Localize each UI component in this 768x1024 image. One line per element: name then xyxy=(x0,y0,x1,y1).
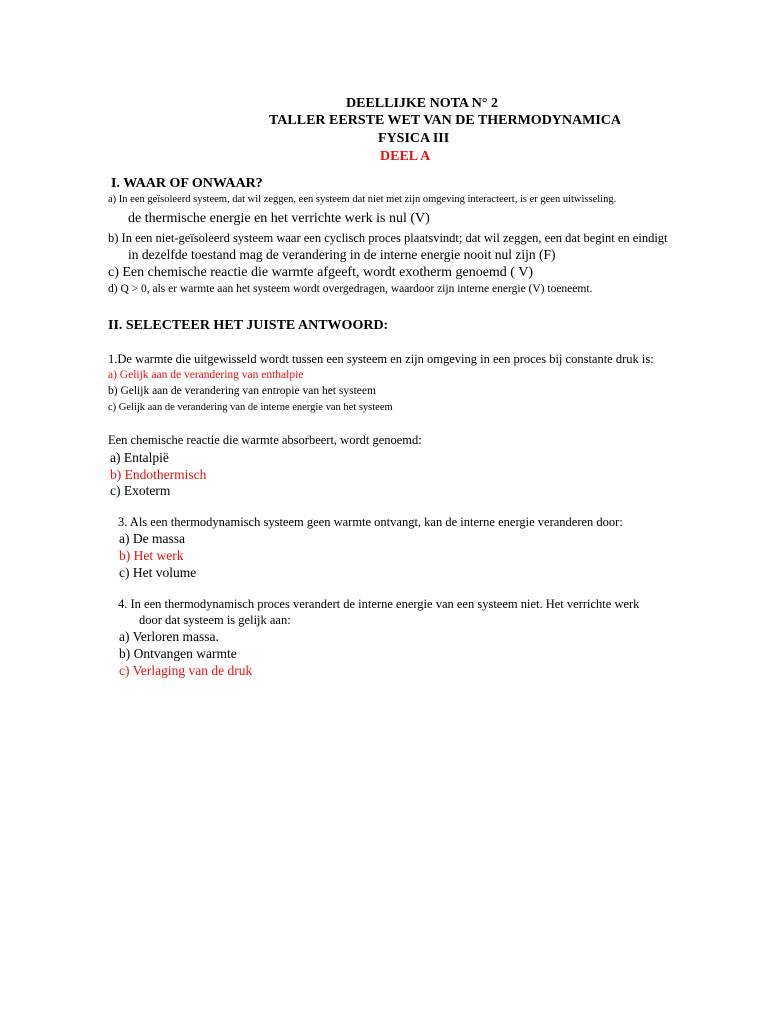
q1-option-b: b) Gelijk aan de verandering van entropie van het systeem xyxy=(108,385,376,397)
q3-option-c: c) Het volume xyxy=(119,565,197,580)
doc-title-line2: TALLER EERSTE WET VAN DE THERMODYNAMICA xyxy=(269,113,622,128)
q4-option-a: a) Verloren massa. xyxy=(119,629,219,644)
section1-title: I. WAAR OF ONWAAR? xyxy=(111,176,263,191)
doc-title-part: DEEL A xyxy=(380,149,431,164)
doc-title-line1: DEELLIJKE NOTA N° 2 xyxy=(346,96,498,111)
q4-option-c: c) Verlaging van de druk xyxy=(119,663,253,678)
statement-c: c) Een chemische reactie die warmte afgeeft, wordt exotherm genoemd ( V) xyxy=(108,265,533,280)
statement-b-line2: in dezelfde toestand mag de verandering in de interne energie nooit nul zijn (F) xyxy=(128,247,556,262)
doc-title-line3: FYSICA III xyxy=(378,131,450,146)
q1-question: 1.De warmte die uitgewisseld wordt tussen een systeem en zijn omgeving in een proces bij constante druk is: xyxy=(108,352,654,366)
q2-option-c: c) Exoterm xyxy=(110,483,171,498)
statement-a-line1: a) In een geïsoleerd systeem, dat wil zeggen, een systeem dat niet met zijn omgeving interacteert, is er geen uitwisseling. xyxy=(108,194,617,205)
statement-d: d) Q > 0, als er warmte aan het systeem wordt overgedragen, waardoor zijn interne energie (V) toeneemt. xyxy=(108,283,593,295)
q2-option-b: b) Endothermisch xyxy=(110,467,207,482)
section2-title: II. SELECTEER HET JUISTE ANTWOORD: xyxy=(108,318,389,333)
q3-option-b: b) Het werk xyxy=(119,548,184,563)
q4-option-b: b) Ontvangen warmte xyxy=(119,646,237,661)
q3-option-a: a) De massa xyxy=(119,531,185,546)
q4-question-line1: 4. In een thermodynamisch proces verandert de interne energie van een systeem niet. Het verrichte werk xyxy=(118,597,640,611)
q1-option-c: c) Gelijk aan de verandering van de interne energie van het systeem xyxy=(108,402,393,413)
q2-question: Een chemische reactie die warmte absorbeert, wordt genoemd: xyxy=(108,433,422,447)
statement-b-line1: b) In een niet-geïsoleerd systeem waar een cyclisch proces plaatsvindt; dat wil zeggen, een dat begint en eindigt xyxy=(108,231,668,245)
q3-question: 3. Als een thermodynamisch systeem geen warmte ontvangt, kan de interne energie veranderen door: xyxy=(118,515,623,529)
q1-option-a: a) Gelijk aan de verandering van enthalpie xyxy=(108,369,304,381)
statement-a-line2: de thermische energie en het verrichte werk is nul (V) xyxy=(128,211,430,226)
q2-option-a: a) Entalpië xyxy=(110,450,169,465)
q4-question-line2: door dat systeem is gelijk aan: xyxy=(139,613,291,627)
